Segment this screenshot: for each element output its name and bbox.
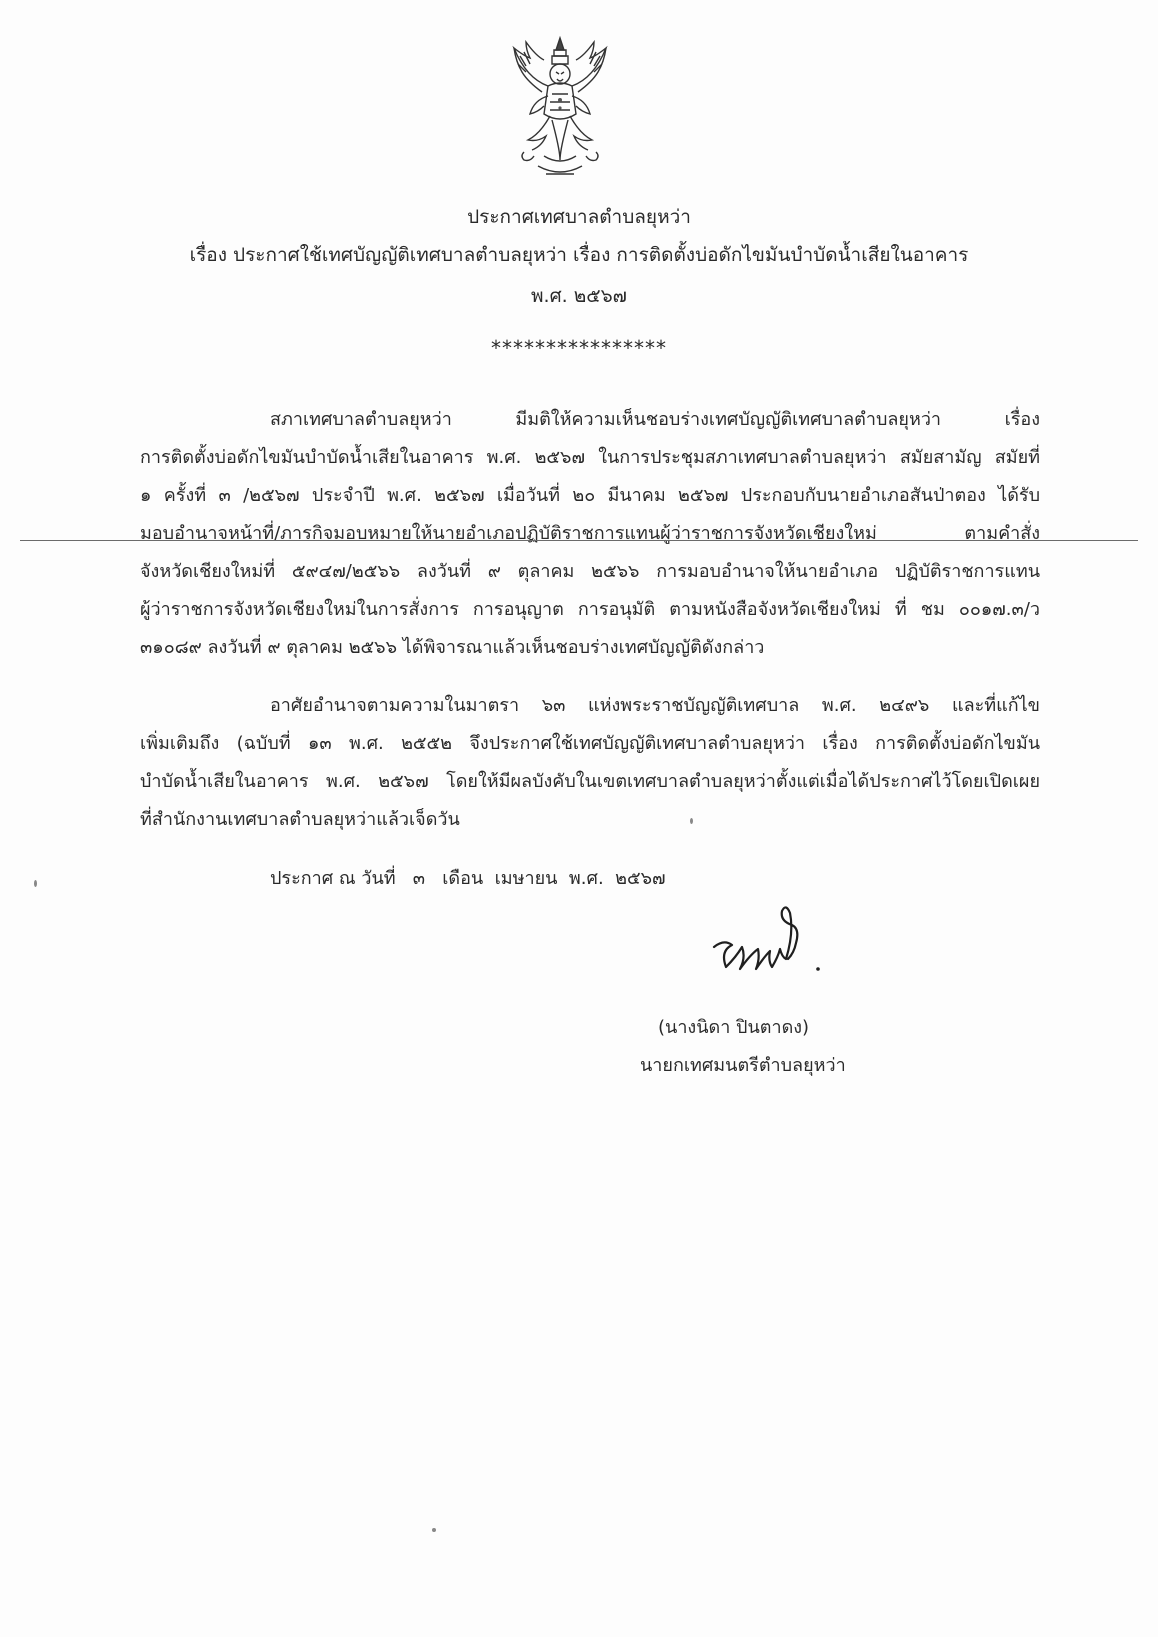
paragraph1-line: สภาเทศบาลตำบลยุหว่า มีมติให้ความเห็นชอบร่างเทศบัญญัติเทศบาลตำบลยุหว่า เรื่อง [270,409,1040,430]
announcement-year: พ.ศ. ๒๕๖๗ [531,285,627,307]
signature-image [700,895,840,990]
paragraph1-line: ๓๑๐๘๙ ลงวันที่ ๙ ตุลาคม ๒๕๖๖ ได้พิจารณาแล้วเห็นชอบร่างเทศบัญญัติดังกล่าว [140,637,765,658]
paragraph2-line: อาศัยอำนาจตามความในมาตรา ๖๓ แห่งพระราชบัญญัติเทศบาล พ.ศ. ๒๔๙๖ และที่แก้ไข [270,695,1040,716]
paragraph1-line: จังหวัดเชียงใหม่ที่ ๕๙๔๗/๒๕๖๖ ลงวันที่ ๙ ตุลาคม ๒๕๖๖ การมอบอำนาจให้นายอำเภอ ปฏิบัติราชการแทน [140,561,1040,582]
scan-speck [690,818,693,824]
garuda-emblem-icon [500,34,620,184]
announcement-date: ประกาศ ณ วันที่ ๓ เดือน เมษายน พ.ศ. ๒๕๖๗ [270,868,666,889]
paragraph1-line: การติดตั้งบ่อดักไขมันบำบัดน้ำเสียในอาคาร พ.ศ. ๒๕๖๗ ในการประชุมสภาเทศบาลตำบลยุหว่า สมัยสามัญ สมัยที่ [140,447,1040,468]
paragraph1-line: ๑ ครั้งที่ ๓ /๒๕๖๗ ประจำปี พ.ศ. ๒๕๖๗ เมื่อวันที่ ๒๐ มีนาคม ๒๕๖๗ ประกอบกับนายอำเภอสันป่าตอง ได้รับ [140,485,1040,506]
scan-speck [432,1528,436,1532]
announcement-subject: เรื่อง ประกาศใช้เทศบัญญัติเทศบาลตำบลยุหว่า เรื่อง การติดตั้งบ่อดักไขมันบำบัดน้ำเสียในอาคาร [189,244,969,266]
separator-asterisks: **************** [491,336,667,360]
paragraph2-line: เพิ่มเติมถึง (ฉบับที่ ๑๓ พ.ศ. ๒๕๕๒ จึงประกาศใช้เทศบัญญัติเทศบาลตำบลยุหว่า เรื่อง การติดตั้งบ่อดักไขมัน [140,733,1040,754]
paragraph2-line: ที่สำนักงานเทศบาลตำบลยุหว่าแล้วเจ็ดวัน [140,809,460,830]
paragraph1-line: ผู้ว่าราชการจังหวัดเชียงใหม่ในการสั่งการ การอนุญาต การอนุมัติ ตามหนังสือจังหวัดเชียงใหม่ ที่ ชม ๐๐๑๗.๓/ว [140,599,1040,620]
paragraph2-line: บำบัดน้ำเสียในอาคาร พ.ศ. ๒๕๖๗ โดยให้มีผลบังคับในเขตเทศบาลตำบลยุหว่าตั้งแต่เมื่อได้ประกาศไว้โดยเปิดเผย [140,771,1040,792]
announcement-title: ประกาศเทศบาลตำบลยุหว่า [467,206,691,228]
scan-speck [34,880,37,887]
paragraph1-line: มอบอำนาจหน้าที่/ภารกิจมอบหมายให้นายอำเภอปฏิบัติราชการแทนผู้ว่าราชการจังหวัดเชียงใหม่ ตามคำสั่ง [140,523,1040,544]
scan-artifact-rule [20,540,1138,541]
signatory-title: นายกเทศมนตรีตำบลยุหว่า [640,1055,846,1076]
signatory-name: (นางนิดา ปินตาดง) [658,1017,810,1038]
